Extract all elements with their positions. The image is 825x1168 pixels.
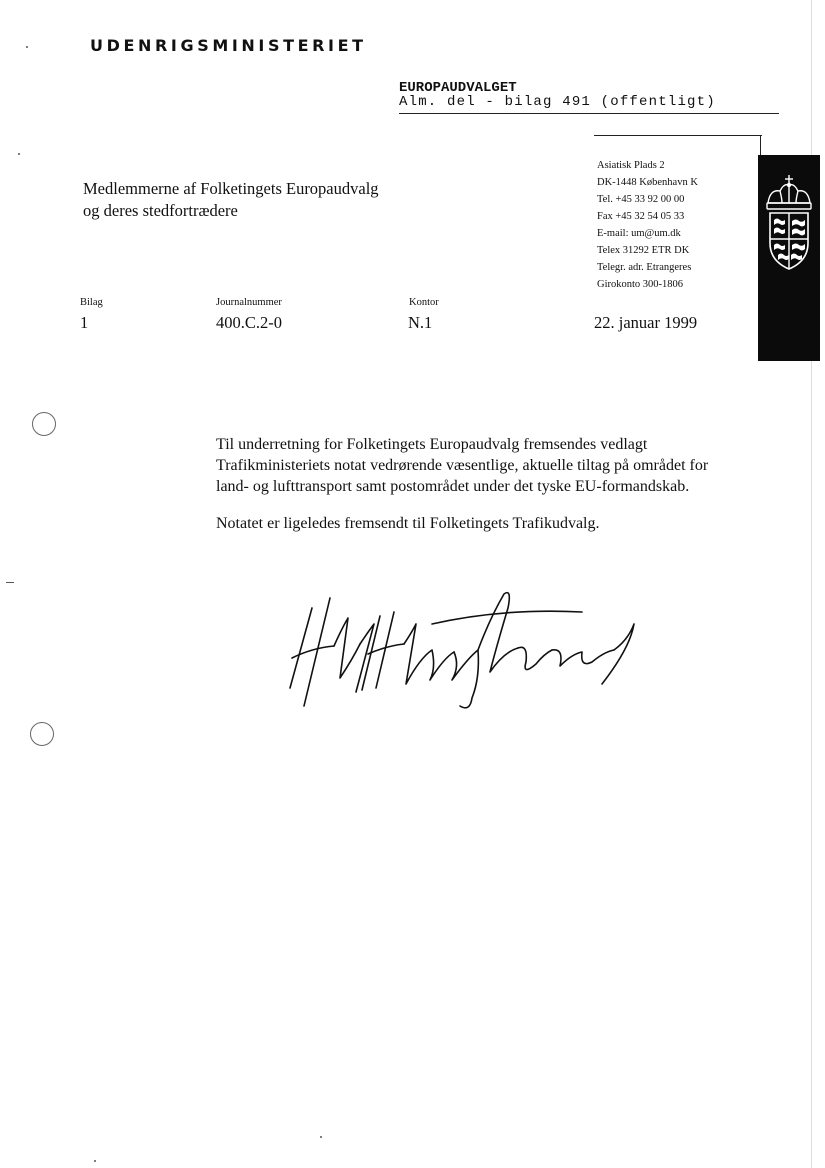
bilag-value: 1 [80, 313, 89, 332]
body-paragraph: Til underretning for Folketingets Europaudvalg fremsendes vedlagt Trafikministeriets notat vedrørende væsentlige, aktuelle tiltag på området for land- og lufttransport samt postområdet under det tyske EU-formandskab. [216, 436, 709, 495]
punch-hole-icon [30, 722, 54, 746]
royal-coat-of-arms-icon [758, 173, 820, 303]
address-line: Telex 31292 ETR DK [597, 245, 690, 256]
address-block [597, 157, 698, 293]
address-rule [594, 135, 762, 136]
address-line: E-mail: um@um.dk [597, 228, 681, 239]
punch-hole-icon [32, 412, 56, 436]
recipient-line-2: og deres stedfortrædere [83, 201, 238, 220]
scan-speck [26, 46, 28, 48]
journal-value: 400.C.2-0 [216, 313, 282, 332]
address-line: Asiatisk Plads 2 [597, 160, 665, 171]
kontor-label: Kontor [409, 297, 439, 308]
letter-date: 22. januar 1999 [594, 313, 698, 332]
body-paragraph: Notatet er ligeledes fremsendt til Folketingets Trafikudvalg. [216, 515, 600, 532]
stamp-reference: Alm. del - bilag 491 (offentligt) [399, 94, 716, 110]
address-line: Telegr. adr. Etrangeres [597, 262, 692, 273]
fold-mark [6, 582, 14, 583]
address-line: Girokonto 300-1806 [597, 279, 684, 290]
letter-body [216, 434, 730, 550]
journal-label: Journalnummer [216, 297, 282, 308]
address-rule-corner [760, 135, 761, 155]
recipient-line-1: Medlemmerne af Folketingets Europaudvalg [83, 179, 379, 198]
kontor-value: N.1 [408, 313, 433, 332]
address-line: Fax +45 32 54 05 33 [597, 211, 685, 222]
scan-speck [94, 1160, 96, 1162]
ministry-letterhead: UDENRIGSMINISTERIET [90, 36, 367, 55]
recipient-block [83, 178, 379, 222]
address-line: DK-1448 København K [597, 177, 698, 188]
stamp-title: EUROPAUDVALGET [399, 80, 517, 96]
crest-panel [758, 155, 820, 361]
scan-speck [320, 1136, 322, 1138]
stamp-underline [399, 113, 779, 114]
scan-speck [18, 153, 20, 155]
address-line: Tel. +45 33 92 00 00 [597, 194, 685, 205]
bilag-label: Bilag [80, 297, 103, 308]
handwritten-signature [282, 588, 642, 718]
